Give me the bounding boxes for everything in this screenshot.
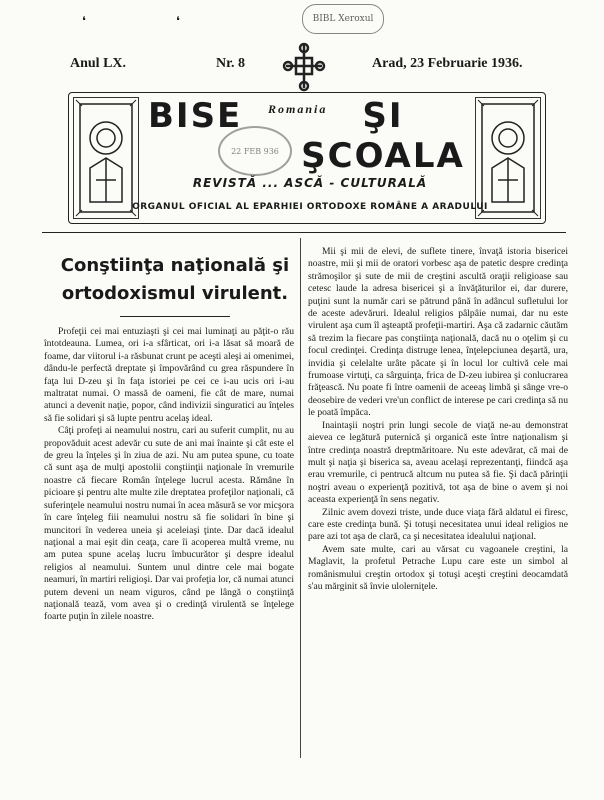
paragraph: Câţi profeţi ai neamului nostru, cari au suferit cumplit, nu au propovăduit acest adevăr cu sute de ani mai înainte şi cât este el de greu la înţeles şi în ziua de azi. Nu am putea spune, cu toate că sunt aşa de mulţi apostolii conştiinţii naţionale în vremurile noastre că fiecare Român înţelege lucrul acesta. Rămâne în picioare şi pentru alte multe zile dreptatea profeţilor naţionali, că suferinţele neamului nostru numai în acea măsură se vor micşora în care înţeleg fiii neamului nostru să fie solidari în bine şi muncitori în vederea uneia şi aceleiaşi ţinte. Dar dacă idealul naţional a mai eşit din ceaţa, care îi acoperea multă vreme, nu am putea spune acelaş lucru îmbucurător şi despre idealul religios al neamului. Suntem unul dintre cele mai bogate neamuri, în martiri religioşi. Dar vai profeţia lor, că numai atunci putem deveni un neam viguros, când pe lângă o conştiinţă naţională tează, vom avea şi o credinţă virulentă se înţelege foarte puţin în zilele noastre. (44, 425, 294, 623)
article-title-line: Conştiinţa naţională şi (60, 255, 290, 276)
paragraph: Inaintaşii noştri prin lungi secole de viaţă ne-au demonstrat aievea ce legătură puternică şi organică este între naţionalism şi între credinţa noastră dreptmăritoare. Nu este adevărat, că mai de mult şi naţia şi biserica sa, aveau acelaşi reprezentanţi, fiindcă aşa erau vremurile, ci pentrucă altcum nu putea să fie. Şi dacă părinţii noştri aveau o experienţă pozitivă, tot aşa de bine o avem şi noi aceasta experienţă în sens negativ. (308, 419, 568, 506)
issue-number: Nr. 8 (216, 56, 246, 71)
article-title-line: ortodoxismul virulent. (61, 283, 289, 304)
issue-place-date: Arad, 23 Februarie 1936. (372, 56, 523, 71)
icon-saint-left-icon (73, 97, 139, 219)
cross-ornament-icon (280, 40, 328, 92)
paragraph: Profeţii cei mai entuziaşti şi cei mai luminaţi au păţit-o rău întotdeauna. Lumea, ori i-a sfârticat, ori i-a lăsat să moară de foame, dar viitorul i-a răsbunat crunt pe aceşti aleşi ai omenimei, dându-le perfectă dreptate şi împovărând cu grea răspundere în faţa lui D-zeu şi în faţa istoriei pe cei ce i-au ucis ori i-au maltratat numai. O massă de oameni, fie cât de mare, numai atunci a devenit naţie, popor, când indivizii singuratici au înţeles să fie solidari şi să lupte pentru acelaş ideal. (44, 326, 294, 424)
masthead-right: ŞI ŞCOALA (301, 96, 465, 176)
date-stamp (218, 126, 292, 176)
paragraph: Mii şi mii de elevi, de suflete tinere, învaţă istoria bisericei noastre, mii şi mii de oratori vorbesc aşa de patetic despre credinţa strămoşilor şi sute de mii de creştini ascultă oraţii religioase sau cetesc laude la adresa bisericei şi a învăţăturilor ei, dar durere, puţini sunt la număr cari se pătrund până în adâncul sufletului lor de aceste adevăruri. Idealul religios pâlpâie numai, dar nu este virulent aşa cum îl aşteaptă profeţii-martiri. Aşa că zadarnic căutăm să trezim la fiecare pas conştiinţa naţională, dacă nu o oţelim şi cu focul credinţei. Credinţa distruge lenea, înţelepciunea deşartă, ura, invidia şi celelalte urâte păcate şi în locul lor cultivă cele mai frumoase virtuţi, ca sârguinţa, frica de D-zeu iubirea şi conlucrarea frăţească. Nu poate fi între oamenii de aceeaş limbă şi sânge vre-o deosebire de vederi vre'un conflict de interese pe cari credinţa să nu le poată împăca. (308, 246, 568, 419)
issue-volume: Anul LX. (70, 56, 127, 71)
masthead-left: BISE (148, 96, 243, 136)
article-title (60, 252, 290, 308)
paragraph: Avem sate multe, cari au vărsat cu vagoanele creştini, la Maglavit, la profetul Petrache Lupu care este un simbol al românismului creştin ortodox şi totuşi aceşti creştini deocamdată s'au mărginit să învie ulolerniţele. (308, 543, 568, 592)
corner-mark: ❛ (176, 14, 180, 28)
library-stamp (302, 4, 384, 34)
paragraph: Zilnic avem dovezi triste, unde duce viaţa fără aldatul ei firesc, care este credinţa bună. Şi totuşi necesitatea unui ideal religios ne pare azi tot aşa de clară, ca şi necesitatea idealului naţional. (308, 506, 568, 543)
column-divider (300, 238, 301, 758)
corner-mark: ❛ (82, 14, 86, 28)
header-divider (42, 232, 566, 233)
date-stamp-text: 22 FEB 936 (231, 146, 279, 156)
masthead-subtitle: REVISTĂ ... ASCĂ - CULTURALĂ (192, 176, 428, 190)
masthead-organ: ORGANUL OFICIAL AL EPARHIEI ORTODOXE ROMÂNE A ARADULUI (132, 202, 488, 212)
article-column-right (308, 246, 568, 593)
masthead-small: Romania (268, 102, 328, 116)
library-stamp-text: BIBL Xeroxul (312, 14, 374, 24)
title-underline (120, 316, 230, 317)
article-column-left (44, 326, 294, 624)
icon-saint-right-icon (475, 97, 541, 219)
